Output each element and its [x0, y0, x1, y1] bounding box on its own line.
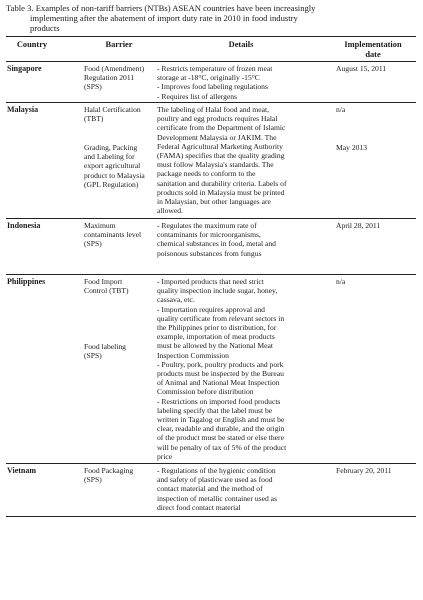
caption-line-1: Table 3. Examples of non-tariff barriers (NTBs) ASEAN countries have been increasingly [6, 3, 316, 13]
details-line: products must be inspected by the Bureau [157, 369, 284, 379]
details-line: cassava, etc. [157, 295, 195, 305]
details-line: chemical substances in food, metal and [157, 239, 276, 249]
details-line: certificate from the Department of Islamic [157, 123, 286, 133]
country-malaysia: Malaysia [7, 105, 39, 114]
barrier-philippines-import [84, 277, 129, 295]
details-line: (FAMA) specifies that the quality grading [157, 151, 285, 161]
barrier-line: Food (Amendment) [84, 64, 145, 73]
row-separator [6, 274, 416, 275]
details-line: direct food contact material [157, 502, 241, 512]
details-line: Inspection Commission [157, 350, 229, 360]
caption-line-2: implementing after the abatement of import duty rate in 2010 in food industry [30, 13, 298, 24]
details-vietnam [157, 466, 277, 512]
details-singapore [157, 64, 272, 101]
header-bottom-rule [6, 61, 416, 62]
date-malaysia-gpl: May 2013 [336, 143, 368, 152]
details-line: poultry and egg products requires Halal [157, 114, 278, 124]
details-line: allowed. [157, 206, 183, 216]
barrier-indonesia [84, 221, 141, 249]
country-indonesia: Indonesia [7, 221, 41, 230]
details-line: of Animal and National Meat Inspection [157, 378, 280, 388]
details-line: contaminants for microorganisms, [157, 230, 261, 240]
details-line: labeling specify that the label must be [157, 405, 273, 415]
header-implementation-line-2: date [365, 49, 381, 59]
details-line: price [157, 451, 173, 461]
header-implementation-date [330, 40, 416, 59]
details-line: storage at -18°C, originally -15°C [157, 73, 260, 83]
barrier-line: and Labeling for [84, 152, 135, 162]
barrier-line: Control (TBT) [84, 286, 129, 296]
details-line: Federal Agricultural Marketing Authority [157, 141, 283, 151]
details-line: - Imported products that need strict [157, 277, 264, 286]
details-line: of the product must be stated or else there [157, 433, 284, 443]
details-line: - Restricts temperature of frozen meat [157, 64, 273, 73]
details-line: - Importation requires approval and [157, 304, 265, 314]
details-line: - Poultry, pork, poultry products and pork [157, 359, 284, 369]
details-line: in Malaysian, but other languages are [157, 197, 271, 207]
details-malaysia [157, 105, 286, 215]
table-bottom-rule [6, 516, 416, 517]
details-line: written in Tagalog or English and must be [157, 415, 285, 425]
caption-line-3: products [30, 23, 60, 34]
details-line: must follow Malaysia's standards. The [157, 160, 274, 170]
barrier-line: Food Import [84, 277, 123, 286]
details-line: - Requires list of allergens [157, 91, 237, 101]
details-line: products sold in Malaysia must be printed [157, 187, 285, 197]
details-line: quality certificate from relevant sectors in [157, 313, 285, 323]
header-country: Country [16, 40, 48, 49]
details-line: - Regulations of the hygienic condition [157, 466, 276, 475]
details-indonesia [157, 221, 276, 258]
date-indonesia: April 28, 2011 [336, 221, 381, 230]
barrier-line: export agricultural [84, 161, 141, 171]
details-line: - Restrictions on imported food products [157, 396, 281, 406]
details-line: inspection of metallic container used as [157, 493, 277, 503]
table-top-rule [6, 36, 416, 37]
details-line: example, importation of meat products [157, 332, 275, 342]
barrier-singapore [84, 64, 144, 92]
barrier-line: Halal Certification [84, 105, 141, 114]
row-separator [6, 102, 416, 103]
table-caption [6, 3, 416, 34]
country-philippines: Philippines [7, 277, 46, 286]
details-line: must be allowed by the National Meat [157, 341, 273, 351]
barrier-line: Food labeling [84, 342, 126, 351]
country-vietnam: Vietnam [7, 466, 37, 475]
header-details: Details [228, 40, 254, 49]
details-line: - Regulates the maximum rate of [157, 221, 257, 230]
barrier-line: product to Malaysia [84, 170, 145, 180]
country-singapore: Singapore [7, 64, 42, 73]
details-line: will be penalty of tax of 5% of the product [157, 442, 287, 452]
row-separator [6, 463, 416, 464]
details-line: package needs to conform to the [157, 169, 256, 179]
details-line: poisonous substances from fungus [157, 248, 262, 258]
details-philippines [157, 277, 286, 461]
barrier-philippines-labeling [84, 342, 126, 360]
details-line: and safety of plasticware used as food [157, 475, 273, 485]
barrier-line: (GPL Regulation) [84, 179, 139, 189]
barrier-vietnam [84, 466, 133, 484]
barrier-line: (TBT) [84, 114, 104, 124]
header-implementation-line-1: Implementation [344, 40, 402, 49]
header-barrier: Barrier [105, 40, 133, 49]
details-line: the Philippines prior to distribution, for [157, 323, 277, 333]
barrier-line: Grading, Packing [84, 143, 138, 152]
date-vietnam: February 20, 2011 [336, 466, 392, 475]
details-line: Development Malaysia or JAKIM. The [157, 132, 277, 142]
barrier-line: (SPS) [84, 475, 102, 485]
details-line: Commission before distribution [157, 387, 254, 397]
date-malaysia-halal: n/a [336, 105, 346, 114]
details-line: The labeling of Halal food and meat, [157, 105, 269, 114]
details-line: quality inspection include sugar, honey, [157, 286, 278, 296]
details-line: - Improves food labeling regulations [157, 82, 268, 92]
barrier-line: Maximum [84, 221, 116, 230]
barrier-line: (SPS) [84, 239, 102, 249]
barrier-malaysia-halal [84, 105, 141, 123]
barrier-line: (SPS) [84, 351, 102, 361]
barrier-line: contaminants level [84, 230, 142, 240]
date-philippines: n/a [336, 277, 346, 286]
row-separator [6, 218, 416, 219]
details-line: sanitation and durability criteria. Labels of [157, 178, 287, 188]
details-line: clear, readable and durable, and the origin [157, 424, 285, 434]
details-line: contact material and the method of [157, 484, 263, 494]
barrier-line: (SPS) [84, 82, 102, 92]
date-singapore: August 15, 2011 [336, 64, 387, 73]
barrier-line: Regulation 2011 [84, 73, 135, 83]
barrier-line: Food Packaging [84, 466, 134, 475]
barrier-malaysia-gpl [84, 143, 145, 189]
